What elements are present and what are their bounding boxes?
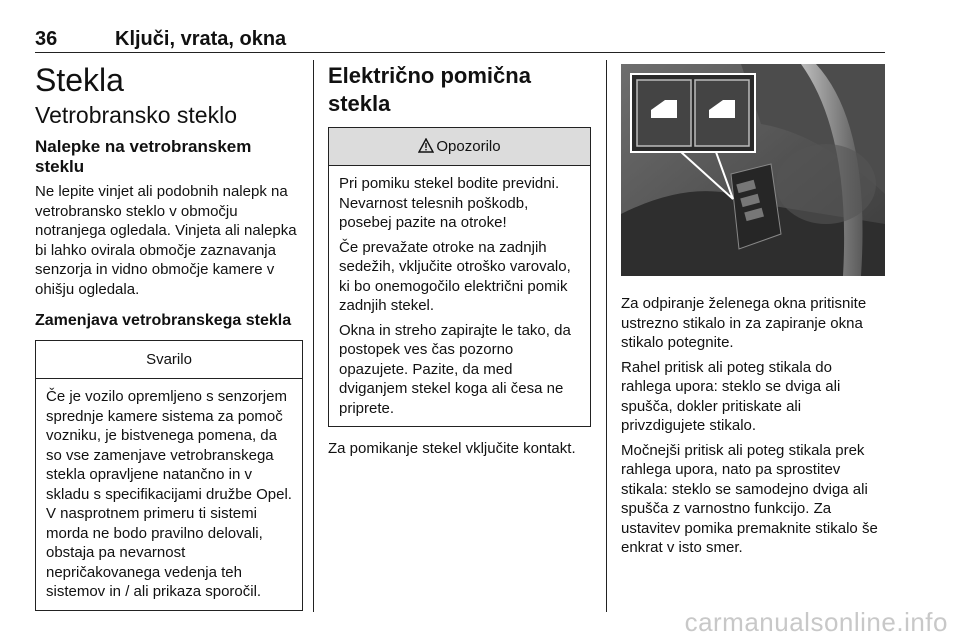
open-close-text: Za odpiranje želenega okna pritisnite ustrezno stikalo in za zapiranje okna stikalo potegnite. [621,295,867,351]
windscreen-replacement-heading: Zamenjava vetrobranskega stekla [35,312,292,329]
section-title: Stekla [35,62,124,98]
warning-paragraph-2: Če prevažate otroke na zadnjih sedežih, vključite otroško varovalo, ki bo onemogočilo električni pomik zadnjih stekel. [339,238,571,314]
chapter-title: Ključi, vrata, okna [115,28,287,50]
watermark: carmanualsonline.info [684,607,948,637]
column-divider-1 [313,60,314,612]
column-1 [35,60,303,611]
ignition-text: Za pomikanje stekel vključite kontakt. [328,440,576,457]
header-rule [35,52,885,53]
notice-label: Svarilo [36,341,302,379]
firm-press-text: Močnejši pritisk ali poteg stikala prek rahlega upora, nato pa sprostitev stikala: steklo se samodejno dviga ali spušča z varnostno funkcijo. Za ustavitev pomika premaknite stikalo še enkrat v isto smer. [621,441,878,556]
stickers-text: Ne lepite vinjet ali podobnih nalepk na vetrobransko steklo v območju notranjega ogledala. Vinjeta ali nalepka bi lahko ovirala območje zaznavanja senzorja in vidno območje kamere v ohišju ogledala. [35,183,297,298]
warning-header [329,128,590,166]
column-divider-2 [606,60,607,612]
warning-triangle-icon [418,128,434,165]
window-switch-photo [621,64,885,276]
stickers-heading: Nalepke na vetrobranskem steklu [35,137,252,176]
power-windows-title: Električno pomična stekla [328,63,531,116]
page-number: 36 [35,28,58,50]
warning-label: Opozorilo [436,138,501,155]
light-press-text: Rahel pritisk ali poteg stikala do rahlega upora: steklo se dviga ali spušča, dokler pritiskate ali privzdigujete stikalo. [621,358,841,434]
warning-paragraph-3: Okna in streho zapirajte le tako, da postopek ves čas pozorno opazujete. Pazite, da med dviganjem stekel koga ali česa ne priprete. [339,321,571,417]
warning-box [328,127,591,427]
notice-text: Če je vozilo opremljeno s senzorjem sprednje kamere sistema za pomoč vozniku, je bistvenega pomena, da so vse zamenjave vetrobranskega stekla opravljene natančno in v skladu s specifikacijami družbe Opel. V nasprotnem primeru ti sistemi morda ne bodo pravilno delovali, obstaja pa nevarnost nepričakovanega vedenja teh sistemov in / ali prikaza sporočil. [46,388,292,600]
column-2 [328,60,591,459]
page-header [35,28,885,52]
section-subtitle: Vetrobransko steklo [35,102,238,128]
notice-box [35,340,303,611]
column-3 [621,60,885,558]
warning-paragraph-1: Pri pomiku stekel bodite previdni. Nevarnost telesnih poškodb, posebej pazite na otroke! [339,175,560,231]
